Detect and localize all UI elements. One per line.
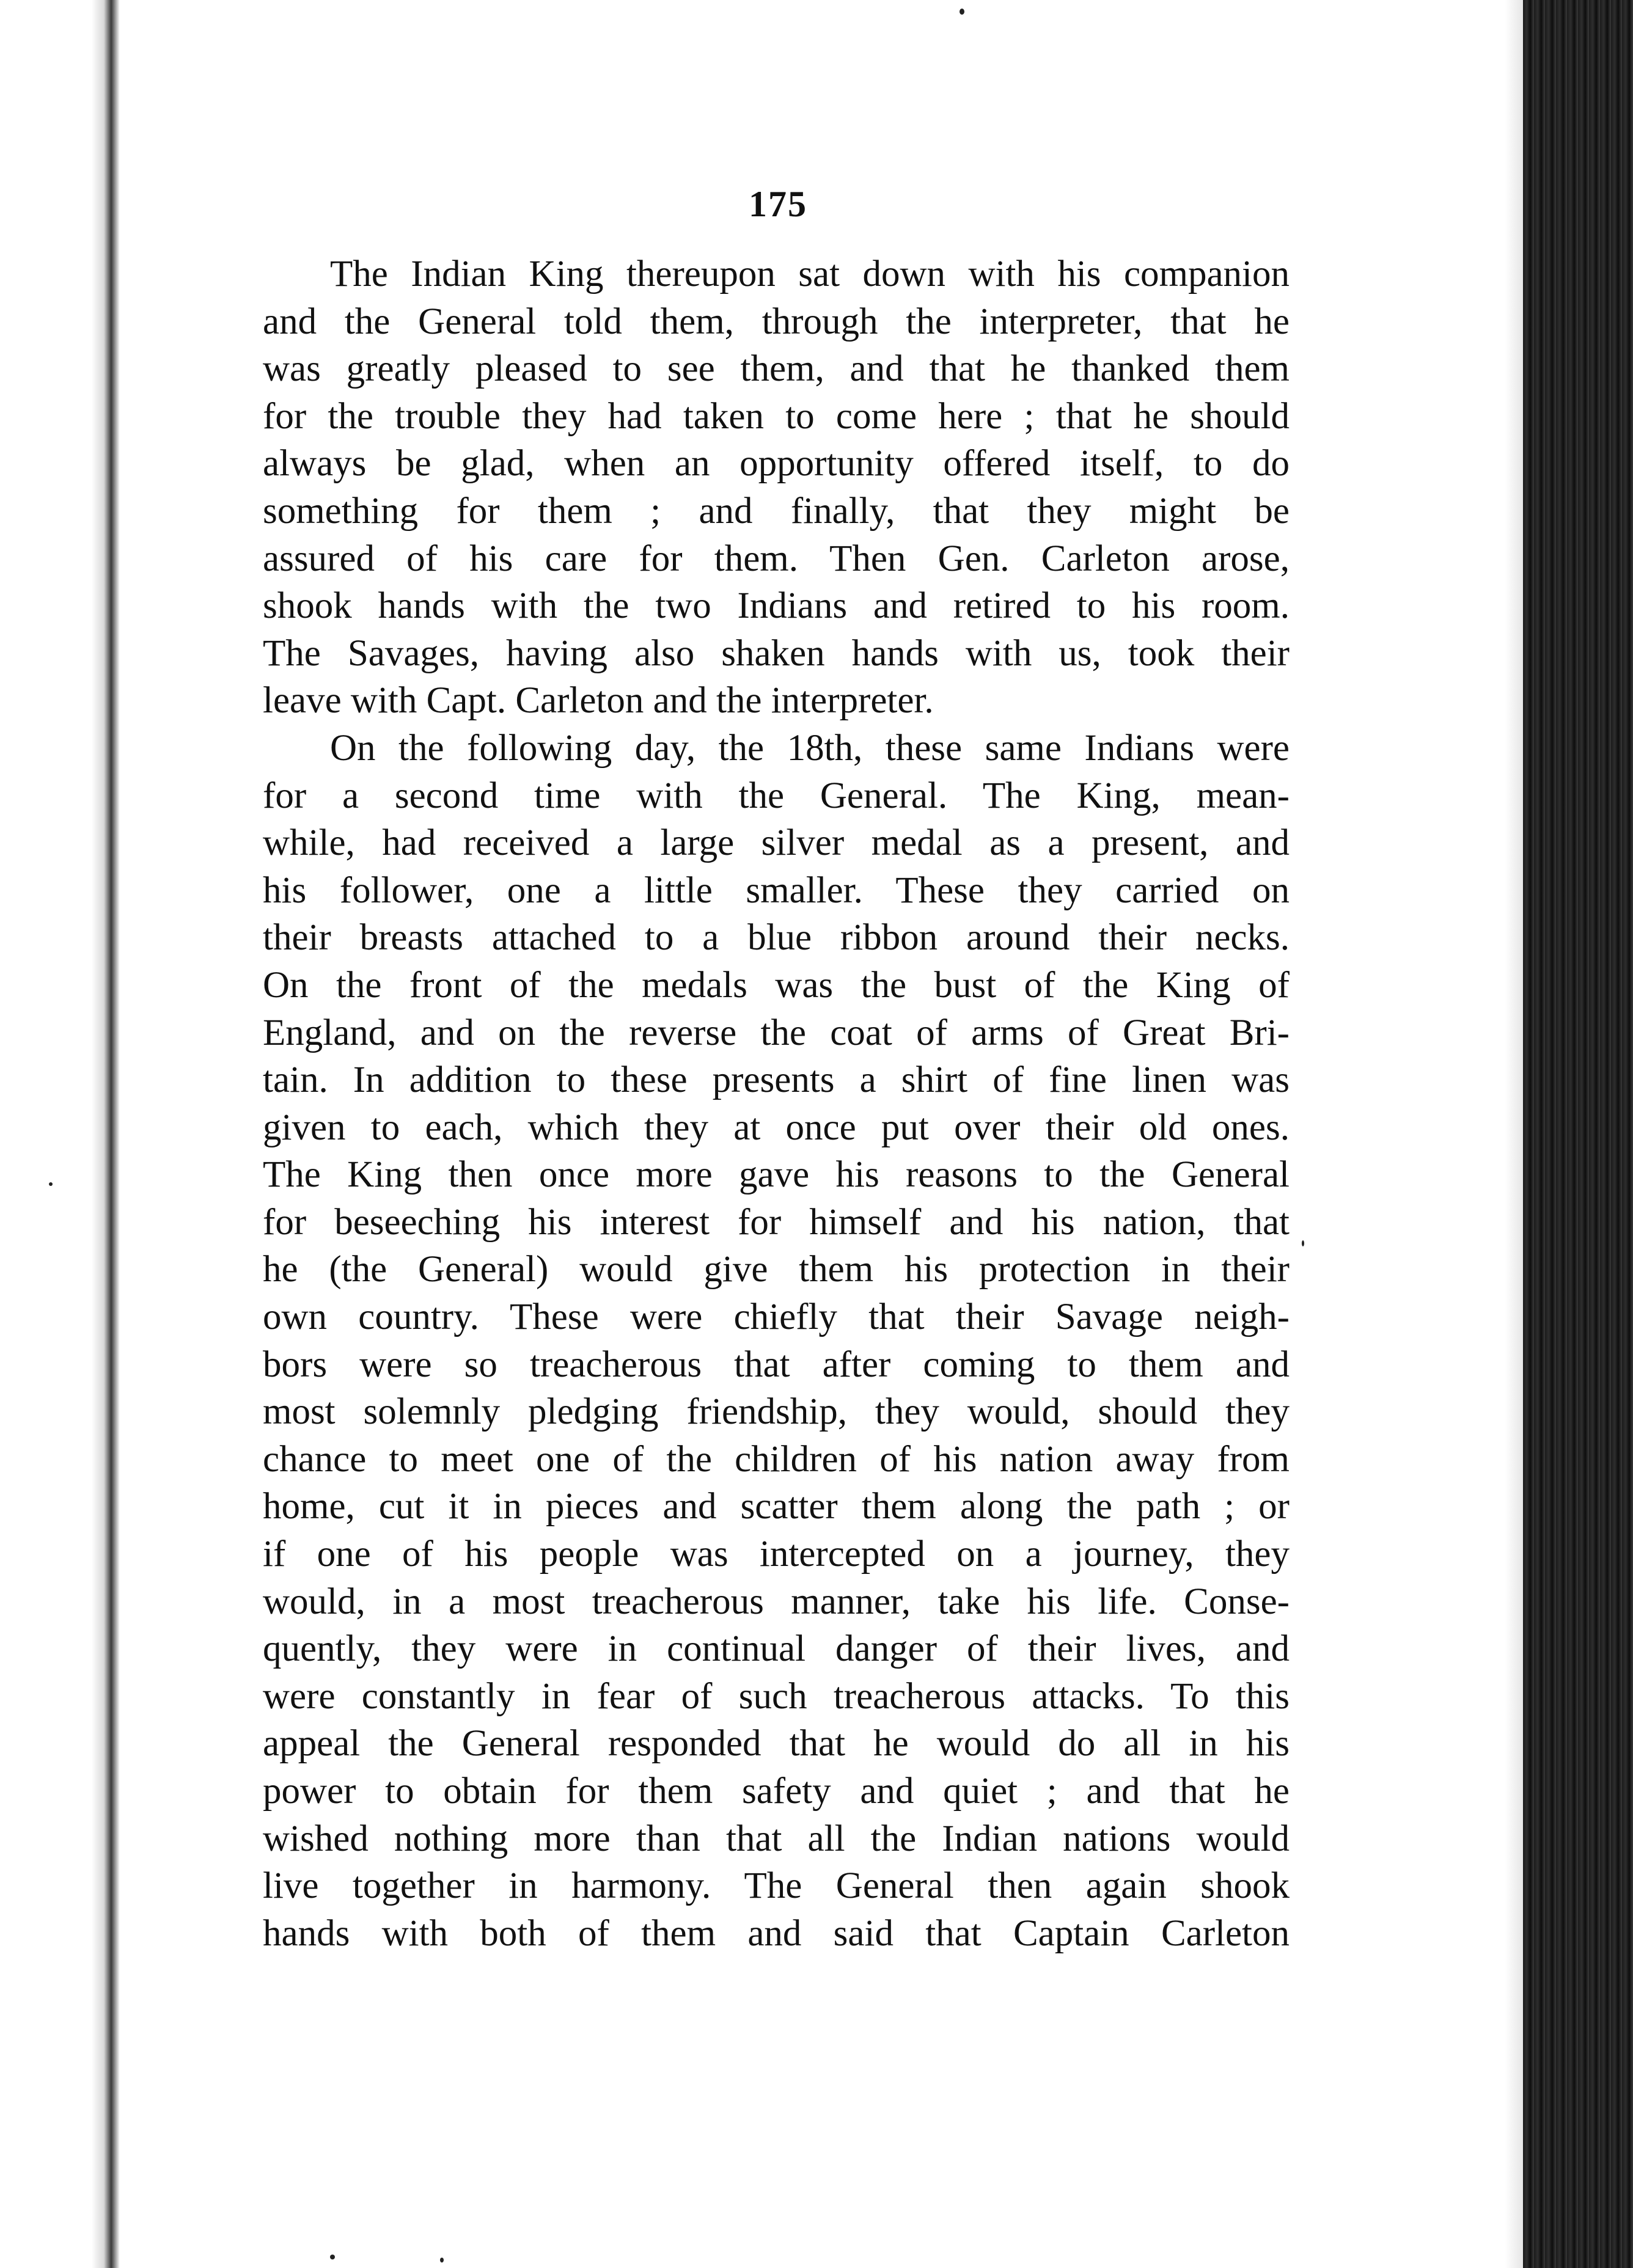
text-line: assured of his care for them. Then Gen. Carleton arose, xyxy=(263,538,1290,579)
text-line: power to obtain for them safety and quiet ; and that he xyxy=(263,1771,1290,1812)
text-line: quently, they were in continual danger of their lives, and xyxy=(263,1628,1290,1670)
text-line: for a second time with the General. The King, mean- xyxy=(263,775,1290,816)
text-line: shook hands with the two Indians and retired to his room. xyxy=(263,585,1290,627)
text-line: On the following day, the 18th, these same Indians were xyxy=(330,727,1290,769)
text-line: hands with both of them and said that Captain Carleton xyxy=(263,1912,1290,1954)
text-line: bors were so treacherous that after coming to them and xyxy=(263,1344,1290,1385)
text-line: for the trouble they had taken to come here ; that he should xyxy=(263,395,1290,437)
scan-speck xyxy=(960,9,964,15)
text-line: appeal the General responded that he would do all in his xyxy=(263,1723,1290,1765)
page-shadow xyxy=(1505,0,1523,2268)
text-line: England, and on the reverse the coat of arms of Great Bri- xyxy=(263,1012,1290,1053)
text-line: if one of his people was intercepted on a journey, they xyxy=(263,1534,1290,1575)
text-line: home, cut it in pieces and scatter them along the path ; or xyxy=(263,1486,1290,1527)
text-line: and the General told them, through the interpreter, that he xyxy=(263,301,1290,342)
text-line: were constantly in fear of such treacherous attacks. To this xyxy=(263,1675,1290,1717)
scan-speck xyxy=(330,2255,335,2259)
paragraph-1 xyxy=(263,251,1290,725)
text-line: tain. In addition to these presents a shirt of fine linen was xyxy=(263,1059,1290,1101)
text-line: The Indian King thereupon sat down with his companion xyxy=(330,254,1290,294)
text-line: On the front of the medals was the bust of the King of xyxy=(263,964,1290,1006)
text-line: wished nothing more than that all the Indian nations would xyxy=(263,1818,1290,1859)
text-line: his follower, one a little smaller. These they carried on xyxy=(263,869,1290,911)
text-line: their breasts attached to a blue ribbon around their necks. xyxy=(263,917,1290,959)
text-line: always be glad, when an opportunity offered itself, to do xyxy=(263,443,1290,485)
text-line: for beseeching his interest for himself and his nation, that xyxy=(263,1201,1290,1243)
page-number: 175 xyxy=(749,184,807,224)
text-line: most solemnly pledging friendship, they would, should they xyxy=(263,1391,1290,1433)
text-line: live together in harmony. The General then again shook xyxy=(263,1865,1290,1907)
scan-speck xyxy=(440,2258,444,2263)
text-line: something for them ; and finally, that they might be xyxy=(263,490,1290,532)
text-line: was greatly pleased to see them, and that he thanked them xyxy=(263,348,1290,390)
text-line: he (the General) would give them his protection in their xyxy=(263,1249,1290,1290)
text-line: given to each, which they at once put over their old ones. xyxy=(263,1107,1290,1148)
text-line: The King then once more gave his reasons to the General xyxy=(263,1154,1290,1196)
text-line: would, in a most treacherous manner, take his life. Conse- xyxy=(263,1581,1290,1622)
text-line: The Savages, having also shaken hands with us, took their xyxy=(263,632,1290,674)
paragraph-2 xyxy=(263,725,1290,1957)
scan-right-edge xyxy=(1523,0,1633,2268)
scan-speck xyxy=(1302,1240,1304,1246)
scan-speck xyxy=(49,1182,53,1186)
text-line: chance to meet one of the children of his nation away from xyxy=(263,1438,1290,1480)
text-line: while, had received a large silver medal as a present, and xyxy=(263,822,1290,864)
page-body xyxy=(263,251,1290,1957)
text-line: leave with Capt. Carleton and the interpreter. xyxy=(263,680,934,722)
scan-left-edge xyxy=(0,0,153,2268)
text-line: own country. These were chiefly that their Savage neigh- xyxy=(263,1297,1290,1338)
